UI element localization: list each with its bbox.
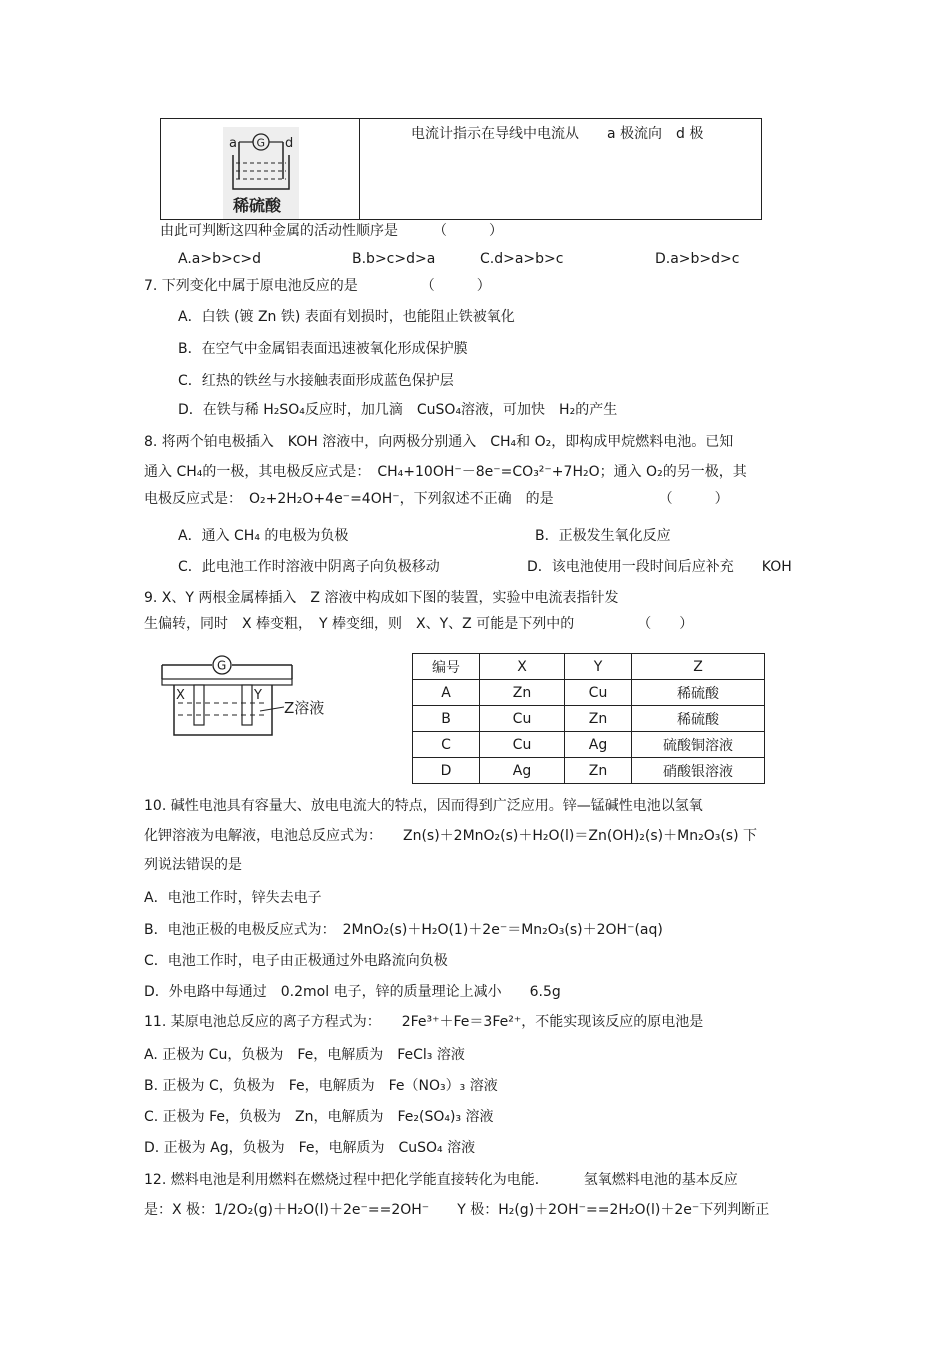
table-cell: Zn xyxy=(565,706,632,732)
table-cell: C xyxy=(413,732,480,758)
electrode-x-label: X xyxy=(176,688,185,703)
galvanometer-letter: G xyxy=(217,658,227,673)
q9-line-1: 9. X、Y 两根金属棒插入 Z 溶液中构成如下图的装置，实验中电流表指针发 xyxy=(144,590,619,606)
q7-option-c: C．红热的铁丝与水接触表面形成蓝色保护层 xyxy=(178,373,454,389)
table-row xyxy=(413,758,765,784)
table-cell: Zn xyxy=(565,758,632,784)
q11-option-a: A. 正极为 Cu，负极为 Fe，电解质为 FeCl₃ 溶液 xyxy=(144,1047,465,1063)
table-cell: Cu xyxy=(480,732,565,758)
q11-option-c: C. 正极为 Fe，负极为 Zn，电解质为 Fe₂(SO₄)₃ 溶液 xyxy=(144,1109,494,1125)
table-cell: D xyxy=(413,758,480,784)
table-cell: 硫酸铜溶液 xyxy=(632,732,765,758)
table-cell: Ag xyxy=(480,758,565,784)
q7-option-b: B．在空气中金属铝表面迅速被氧化形成保护膜 xyxy=(178,341,468,357)
q9-line-2: 生偏转，同时 X 棒变粗， Y 棒变细，则 X、Y、Z 可能是下列中的 （ ） xyxy=(144,616,694,632)
table-cell: Ag xyxy=(565,732,632,758)
galvanometer-letter: G xyxy=(256,136,266,150)
q8-line-3: 电极反应式是： O₂+2H₂O+4e⁻=4OH⁻，下列叙述不正确 的是 （ ） xyxy=(144,491,729,507)
electrode-y-label: Y xyxy=(254,688,262,703)
table-row xyxy=(413,706,765,732)
q12-line-2: 是：X 极：1/2O₂(g)＋H₂O(l)＋2e⁻==2OH⁻ Y 极：H₂(g)＋2OH⁻==2H₂O(l)＋2e⁻下列判断正 xyxy=(144,1202,770,1218)
q10-line-2: 化钾溶液为电解液，电池总反应式为： Zn(s)＋2MnO₂(s)＋H₂O(l)＝Zn(OH)₂(s)＋Mn₂O₃(s) 下 xyxy=(144,828,757,844)
q11-option-b: B. 正极为 C，负极为 Fe，电解质为 Fe（NO₃）₃ 溶液 xyxy=(144,1078,498,1094)
q8-line-1: 8. 将两个铂电极插入 KOH 溶液中，向两极分别通入 CH₄和 O₂，即构成甲烷燃料电池。已知 xyxy=(144,434,734,450)
q10-line-3: 列说法错误的是 xyxy=(144,857,242,873)
figure-label-d: d xyxy=(285,136,294,151)
q10-option-b: B．电池正极的电极反应式为： 2MnO₂(s)＋H₂O(1)＋2e⁻＝Mn₂O₃(s)＋2OH⁻(aq) xyxy=(144,922,663,938)
table-header-cell: 编号 xyxy=(413,654,480,680)
q6-option-d: D.a>b>d>c xyxy=(655,251,740,267)
table-cell: Cu xyxy=(480,706,565,732)
table-header-cell: Y xyxy=(565,654,632,680)
q8-option-b: B．正极发生氧化反应 xyxy=(535,528,671,544)
current-direction-text: 电流计指示在导线中电流从 a 极流向 d 极 xyxy=(411,126,704,142)
q11-stem: 11. 某原电池总反应的离子方程式为： 2Fe³⁺＋Fe＝3Fe²⁺，不能实现该反应的原电池是 xyxy=(144,1014,704,1030)
q10-line-1: 10. 碱性电池具有容量大、放电电流大的特点，因而得到广泛应用。锌—锰碱性电池以氢氧 xyxy=(144,798,703,814)
table-cell: A xyxy=(413,680,480,706)
q11-option-d: D. 正极为 Ag，负极为 Fe，电解质为 CuSO₄ 溶液 xyxy=(144,1140,476,1156)
table-row xyxy=(413,732,765,758)
table-cell: 稀硫酸 xyxy=(632,706,765,732)
q8-option-a: A．通入 CH₄ 的电极为负极 xyxy=(178,528,349,544)
table-cell: Cu xyxy=(565,680,632,706)
electrode-y xyxy=(242,685,252,725)
galvanometer-cell-figure xyxy=(223,127,299,219)
q7-option-d: D．在铁与稀 H₂SO₄反应时，加几滴 CuSO₄溶液，可加快 H₂的产生 xyxy=(178,402,618,418)
q6-option-a: A.a>b>c>d xyxy=(178,251,262,267)
table-cell: Zn xyxy=(480,680,565,706)
q7-stem: 7. 下列变化中属于原电池反应的是 （ ） xyxy=(144,278,491,294)
q10-option-a: A．电池工作时，锌失去电子 xyxy=(144,890,322,906)
table-row xyxy=(413,680,765,706)
solution-z-label: Z溶液 xyxy=(284,699,325,717)
q6-option-b: B.b>c>d>a xyxy=(352,251,436,267)
q10-option-c: C．电池工作时，电子由正极通过外电路流向负极 xyxy=(144,953,448,969)
figure-caption: 稀硫酸 xyxy=(233,196,282,215)
table-divider xyxy=(359,119,360,219)
xyz-options-table xyxy=(412,653,765,784)
q8-option-d: D．该电池使用一段时间后应补充 KOH xyxy=(527,559,792,575)
electrode-x xyxy=(194,685,204,725)
q7-option-a: A．白铁 (镀 Zn 铁) 表面有划损时，也能阻止铁被氧化 xyxy=(178,309,515,325)
q10-option-d: D．外电路中每通过 0.2mol 电子，锌的质量理论上减小 6.5g xyxy=(144,984,561,1000)
table-header-row xyxy=(413,654,765,680)
xyz-cell-figure xyxy=(160,655,340,739)
table-header-cell: Z xyxy=(632,654,765,680)
table-cell: B xyxy=(413,706,480,732)
top-table xyxy=(160,118,762,220)
table-header-cell: X xyxy=(480,654,565,680)
table-cell: 硝酸银溶液 xyxy=(632,758,765,784)
q6-stem: 由此可判断这四种金属的活动性顺序是 （ ） xyxy=(160,223,503,239)
q8-line-2: 通入 CH₄的一极，其电极反应式是： CH₄+10OH⁻－8e⁻=CO₃²⁻+7H₂O；通入 O₂的另一极，其 xyxy=(144,464,747,480)
q6-option-c: C.d>a>b>c xyxy=(480,251,564,267)
q8-option-c: C．此电池工作时溶液中阴离子向负极移动 xyxy=(178,559,440,575)
q12-line-1: 12. 燃料电池是利用燃料在燃烧过程中把化学能直接转化为电能． 氢氧燃料电池的基本反应 xyxy=(144,1172,738,1188)
table-cell: 稀硫酸 xyxy=(632,680,765,706)
figure-label-a: a xyxy=(229,136,237,151)
